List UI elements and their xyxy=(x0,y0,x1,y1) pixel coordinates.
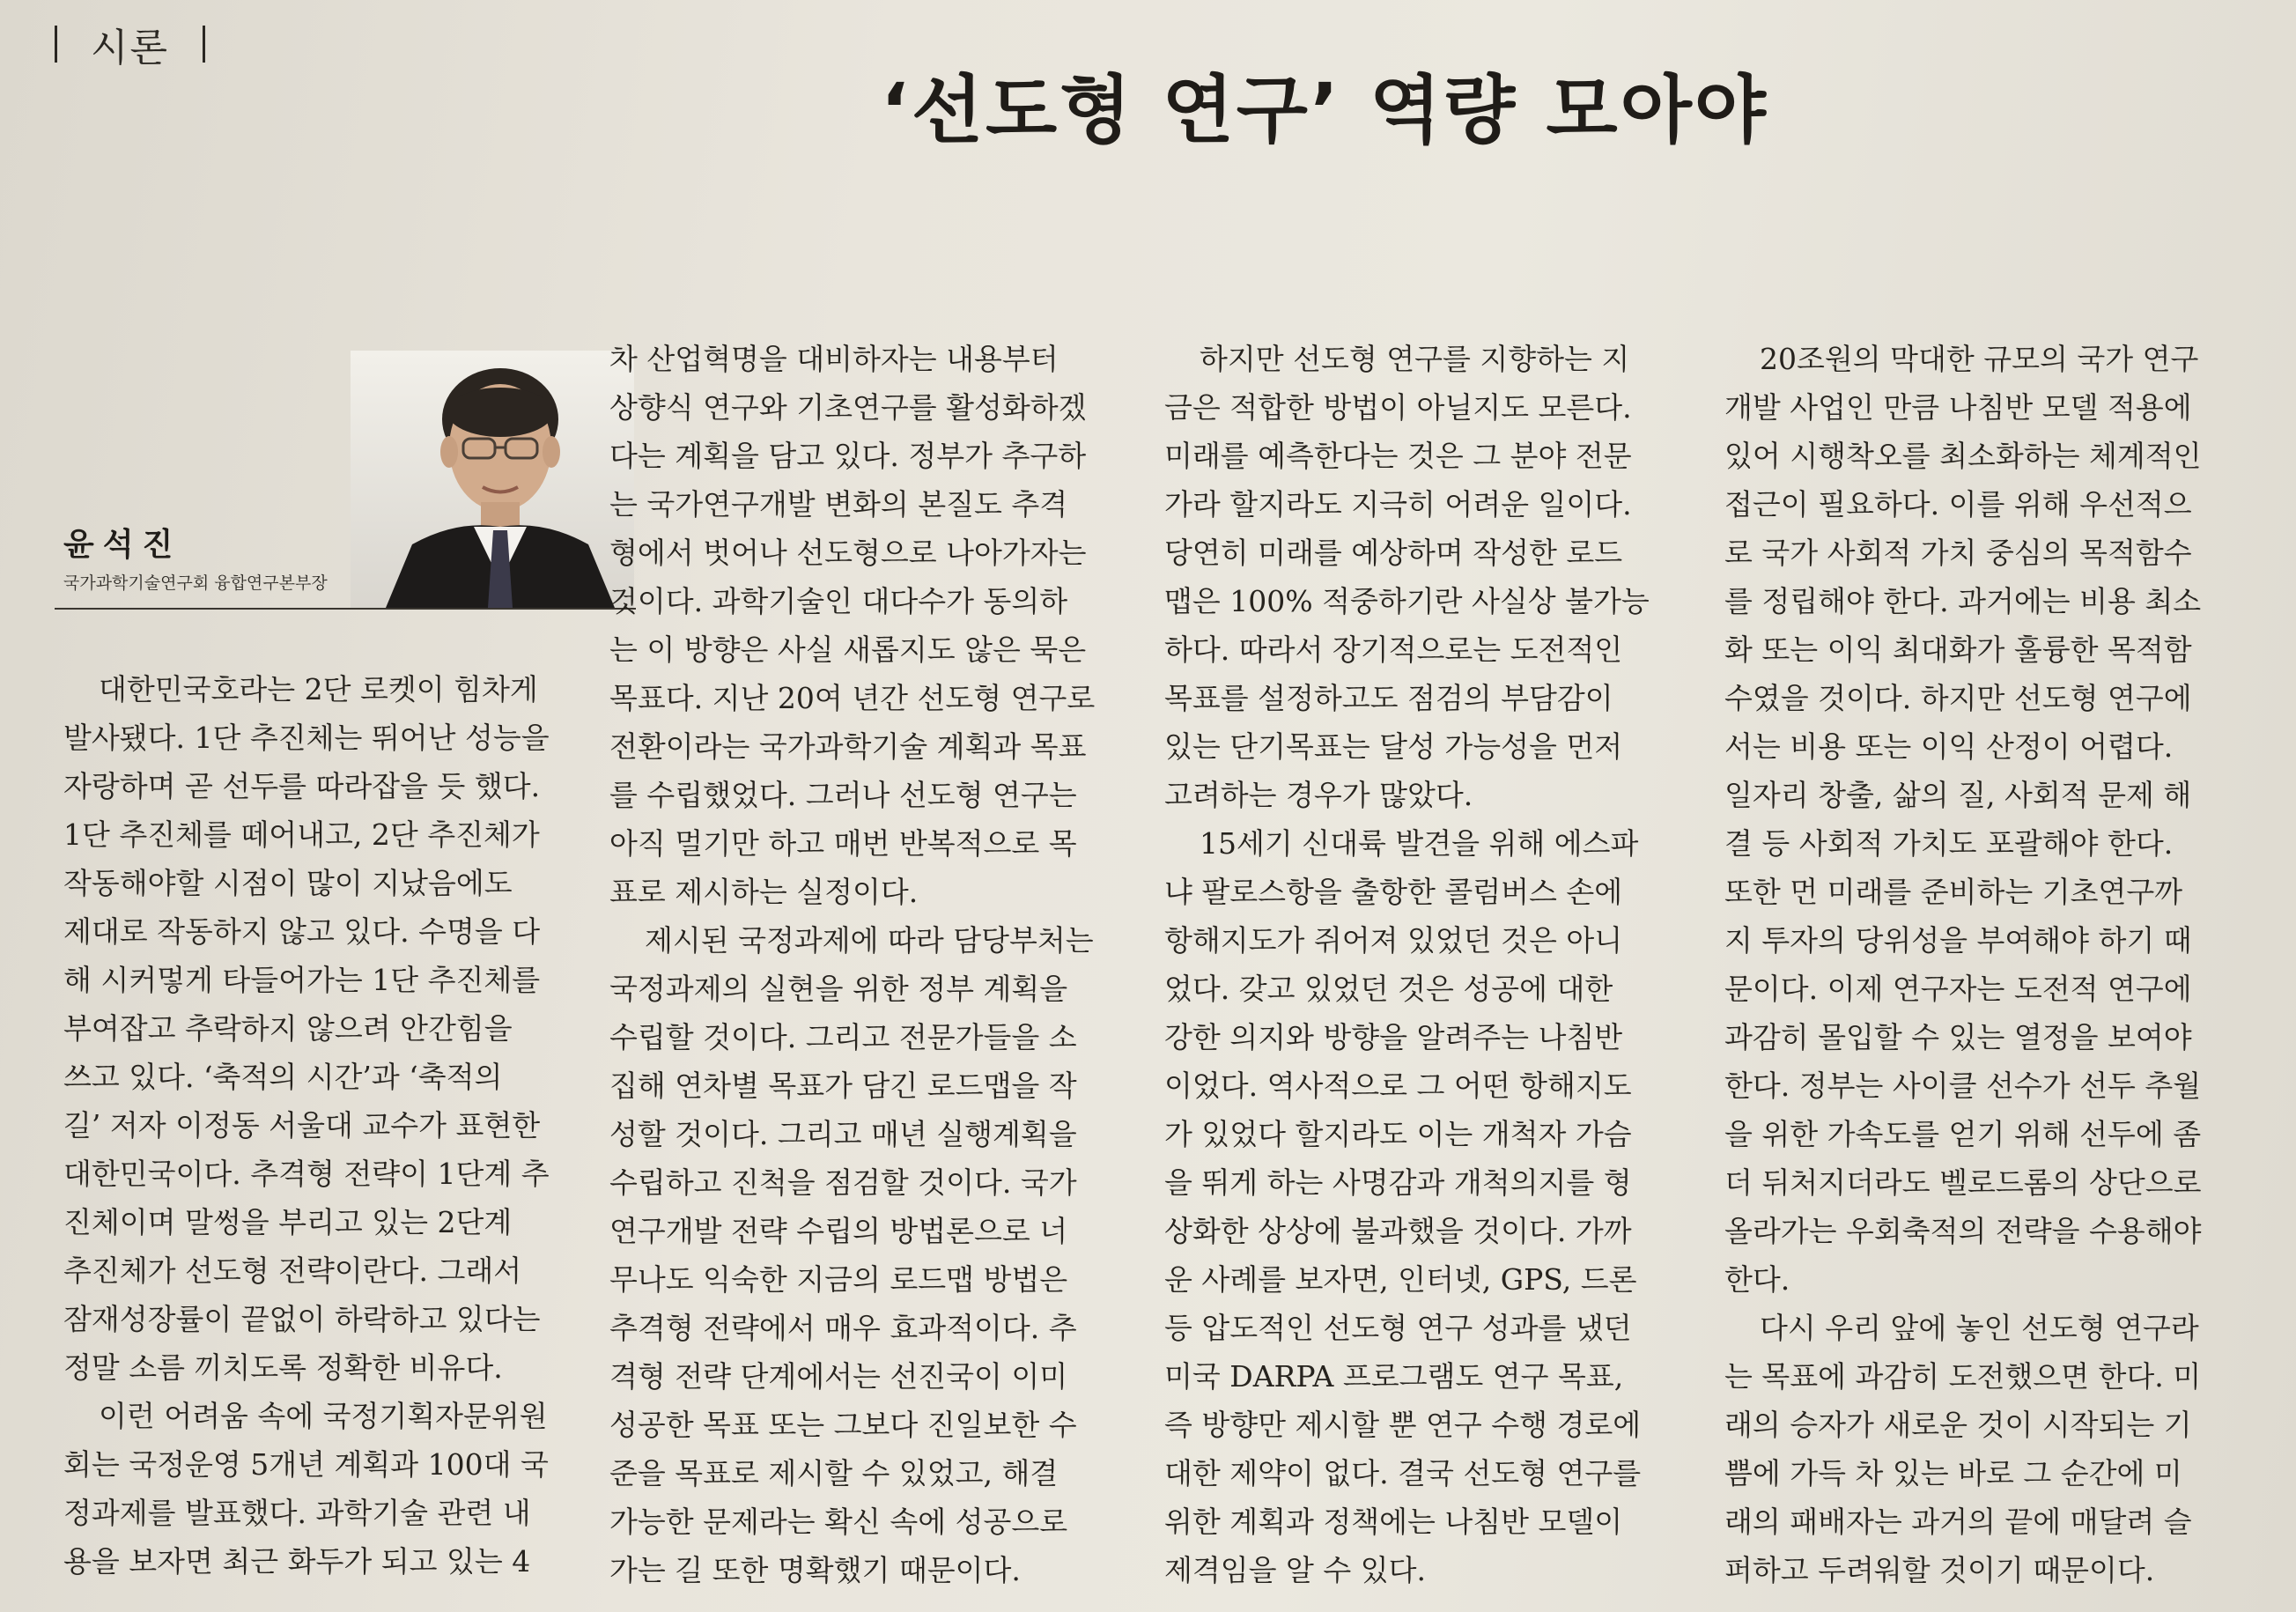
column-line: 추격형 전략에서 매우 효과적이다. 추 xyxy=(609,1311,1077,1345)
column-line: 발사됐다. 1단 추진체는 뛰어난 성능을 xyxy=(63,721,550,755)
column-line: 있어 시행착오를 최소화하는 체계적인 xyxy=(1724,439,2202,473)
column-line: 상화한 상상에 불과했을 것이다. 가까 xyxy=(1164,1214,1632,1248)
column-line: 쓰고 있다. ‘축적의 시간’과 ‘축적의 xyxy=(63,1060,503,1094)
column-line: 다는 계획을 담고 있다. 정부가 추구하 xyxy=(609,439,1087,473)
column-line: 미래를 예측한다는 것은 그 분야 전문 xyxy=(1164,439,1632,473)
column-line: 등 압도적인 선도형 연구 성과를 냈던 xyxy=(1164,1311,1632,1345)
column-line: 대한민국호라는 2단 로켓이 힘차게 xyxy=(99,672,538,706)
column-line: 목표다. 지난 20여 년간 선도형 연구로 xyxy=(609,681,1096,715)
author-title: 국가과학기술연구회 융합연구본부장 xyxy=(63,573,328,593)
column-line: 제격임을 알 수 있다. xyxy=(1164,1553,1426,1587)
column-line: 전환이라는 국가과학기술 계획과 목표 xyxy=(609,729,1087,764)
author-name: 윤석진 xyxy=(63,527,182,563)
column-line: 항해지도가 쥐어져 있었던 것은 아니 xyxy=(1164,923,1623,958)
column-line: 상향식 연구와 기초연구를 활성화하겠 xyxy=(609,390,1087,425)
column-line: 15세기 신대륙 발견을 위해 에스파 xyxy=(1200,826,1639,861)
column-line: 다시 우리 앞에 놓인 선도형 연구라 xyxy=(1760,1311,2199,1345)
column-line: 성공한 목표 또는 그보다 진일보한 수 xyxy=(609,1408,1077,1442)
column-line: 가라 할지라도 지극히 어려운 일이다. xyxy=(1164,487,1632,521)
column-line: 정말 소름 끼치도록 정확한 비유다. xyxy=(63,1350,503,1385)
column-line: 서는 비용 또는 이익 산정이 어렵다. xyxy=(1724,729,2174,764)
article-column-4 xyxy=(1724,335,2202,1594)
column-line: 맵은 100% 적중하기란 사실상 불가능 xyxy=(1164,584,1650,618)
column-line: 작동해야할 시점이 많이 지났음에도 xyxy=(63,866,513,900)
column-line: 고려하는 경우가 많았다. xyxy=(1164,778,1473,812)
author-photo xyxy=(351,351,634,608)
section-divider-right xyxy=(203,26,205,63)
column-line: 래의 승자가 새로운 것이 시작되는 기 xyxy=(1724,1408,2192,1442)
section-label xyxy=(55,18,205,70)
column-line: 것이다. 과학기술인 대다수가 동의하 xyxy=(609,584,1068,618)
column-line: 회는 국정운영 5개년 계획과 100대 국 xyxy=(63,1447,549,1482)
column-line: 위한 계획과 정책에는 나침반 모델이 xyxy=(1164,1505,1623,1539)
column-line: 이런 어려움 속에 국정기획자문위원 xyxy=(99,1399,548,1433)
column-line: 즉 방향만 제시할 뿐 연구 수행 경로에 xyxy=(1164,1408,1642,1442)
column-line: 성할 것이다. 그리고 매년 실행계획을 xyxy=(609,1117,1077,1151)
column-line: 을 위한 가속도를 얻기 위해 선두에 좀 xyxy=(1724,1117,2202,1151)
column-line: 가는 길 또한 명확했기 때문이다. xyxy=(609,1553,1021,1587)
article-column-3 xyxy=(1164,335,1650,1594)
column-line: 차 산업혁명을 대비하자는 내용부터 xyxy=(609,342,1059,376)
column-line: 올라가는 우회축적의 전략을 수용해야 xyxy=(1724,1214,2202,1248)
column-line: 추진체가 선도형 전략이란다. 그래서 xyxy=(63,1253,522,1288)
column-line: 목표를 설정하고도 점검의 부담감이 xyxy=(1164,681,1613,715)
section-divider-left xyxy=(55,26,57,63)
column-line: 부여잡고 추락하지 않으려 안간힘을 xyxy=(63,1011,513,1046)
column-line: 제시된 국정과제에 따라 담당부처는 xyxy=(645,923,1094,958)
column-line: 당연히 미래를 예상하며 작성한 로드 xyxy=(1164,536,1623,570)
column-line: 이었다. 역사적으로 그 어떤 항해지도 xyxy=(1164,1069,1632,1103)
column-line: 를 수립했었다. 그러나 선도형 연구는 xyxy=(609,778,1077,812)
column-line: 진체이며 말썽을 부리고 있는 2단계 xyxy=(63,1205,513,1239)
column-line: 1단 추진체를 떼어내고, 2단 추진체가 xyxy=(63,817,540,852)
column-line: 었다. 갖고 있었던 것은 성공에 대한 xyxy=(1164,972,1613,1006)
column-line: 는 목표에 과감히 도전했으면 한다. 미 xyxy=(1724,1359,2202,1394)
column-line: 격형 전략 단계에서는 선진국이 이미 xyxy=(609,1359,1068,1394)
column-line: 준을 목표로 제시할 수 있었고, 해결 xyxy=(609,1456,1059,1490)
column-line: 자랑하며 곧 선두를 따라잡을 듯 했다. xyxy=(63,769,541,803)
column-line: 운 사례를 보자면, 인터넷, GPS, 드론 xyxy=(1164,1262,1637,1297)
column-line: 용을 보자면 최근 화두가 되고 있는 4 xyxy=(63,1544,531,1579)
column-line: 대한 제약이 없다. 결국 선도형 연구를 xyxy=(1164,1456,1642,1490)
column-line: 문이다. 이제 연구자는 도전적 연구에 xyxy=(1724,972,2192,1006)
column-line: 있는 단기목표는 달성 가능성을 먼저 xyxy=(1164,729,1623,764)
column-line: 접근이 필요하다. 이를 위해 우선적으 xyxy=(1724,487,2192,521)
column-line: 금은 적합한 방법이 아닐지도 모른다. xyxy=(1164,390,1632,425)
column-line: 길’ 저자 이정동 서울대 교수가 표현한 xyxy=(63,1108,541,1142)
column-line: 국정과제의 실현을 위한 정부 계획을 xyxy=(609,972,1068,1006)
column-line: 형에서 벗어나 선도형으로 나아가자는 xyxy=(609,536,1087,570)
column-line: 정과제를 발표했다. 과학기술 관련 내 xyxy=(63,1496,531,1530)
column-line: 는 이 방향은 사실 새롭지도 않은 묵은 xyxy=(609,632,1087,667)
column-line: 로 국가 사회적 가치 중심의 목적함수 xyxy=(1724,536,2192,570)
column-line: 또한 먼 미래를 준비하는 기초연구까 xyxy=(1724,875,2183,909)
column-line: 미국 DARPA 프로그램도 연구 목표, xyxy=(1164,1359,1624,1394)
column-line: 강한 의지와 방향을 알려주는 나침반 xyxy=(1164,1020,1623,1054)
column-line: 한다. xyxy=(1724,1262,1790,1297)
column-line: 잠재성장률이 끝없이 하락하고 있다는 xyxy=(63,1302,541,1336)
column-line: 제대로 작동하지 않고 있다. 수명을 다 xyxy=(63,914,541,949)
column-line: 수립하고 진척을 점검할 것이다. 국가 xyxy=(609,1165,1077,1200)
column-line: 하지만 선도형 연구를 지향하는 지 xyxy=(1200,342,1630,376)
column-line: 일자리 창출, 삶의 질, 사회적 문제 해 xyxy=(1724,778,2192,812)
column-line: 해 시커멓게 타들어가는 1단 추진체를 xyxy=(63,963,541,997)
column-line: 대한민국이다. 추격형 전략이 1단계 추 xyxy=(63,1157,550,1191)
column-line: 결 등 사회적 가치도 포괄해야 한다. xyxy=(1724,826,2174,861)
column-line: 표로 제시하는 실정이다. xyxy=(609,875,919,909)
author-portrait-image xyxy=(351,351,634,608)
author-divider xyxy=(55,608,636,610)
article-column-2 xyxy=(609,335,1095,1594)
column-line: 무나도 익숙한 지금의 로드맵 방법은 xyxy=(609,1262,1068,1297)
column-line: 가 있었다 할지라도 이는 개척자 가슴 xyxy=(1164,1117,1632,1151)
column-line: 냐 팔로스항을 출항한 콜럼버스 손에 xyxy=(1164,875,1623,909)
column-line: 를 정립해야 한다. 과거에는 비용 최소 xyxy=(1724,584,2202,618)
section-label-text: 시론 xyxy=(91,26,170,70)
column-line: 개발 사업인 만큼 나침반 모델 적용에 xyxy=(1724,390,2192,425)
column-line: 수립할 것이다. 그리고 전문가들을 소 xyxy=(609,1020,1077,1054)
column-line: 쁨에 가득 차 있는 바로 그 순간에 미 xyxy=(1724,1456,2182,1490)
column-line: 수였을 것이다. 하지만 선도형 연구에 xyxy=(1724,681,2192,715)
column-line: 지 투자의 당위성을 부여해야 하기 때 xyxy=(1724,923,2192,958)
column-line: 20조원의 막대한 규모의 국가 연구 xyxy=(1760,342,2199,376)
column-line: 는 국가연구개발 변화의 본질도 추격 xyxy=(609,487,1068,521)
headline: ‘선도형 연구’ 역량 모아야 xyxy=(881,67,1768,153)
column-line: 집해 연차별 목표가 담긴 로드맵을 작 xyxy=(609,1069,1077,1103)
column-line: 퍼하고 두려워할 것이기 때문이다. xyxy=(1724,1553,2155,1587)
column-line: 화 또는 이익 최대화가 훌륭한 목적함 xyxy=(1724,632,2192,667)
column-line: 한다. 정부는 사이클 선수가 선두 추월 xyxy=(1724,1069,2202,1103)
article-column-1 xyxy=(63,665,550,1586)
column-line: 래의 패배자는 과거의 끝에 매달려 슬 xyxy=(1724,1505,2192,1539)
column-line: 하다. 따라서 장기적으로는 도전적인 xyxy=(1164,632,1623,667)
column-line: 아직 멀기만 하고 매번 반복적으로 목 xyxy=(609,826,1077,861)
column-line: 연구개발 전략 수립의 방법론으로 너 xyxy=(609,1214,1068,1248)
column-line: 더 뒤처지더라도 벨로드롬의 상단으로 xyxy=(1724,1165,2202,1200)
column-line: 가능한 문제라는 확신 속에 성공으로 xyxy=(609,1505,1068,1539)
column-line: 과감히 몰입할 수 있는 열정을 보여야 xyxy=(1724,1020,2192,1054)
column-line: 을 뛰게 하는 사명감과 개척의지를 형 xyxy=(1164,1165,1632,1200)
